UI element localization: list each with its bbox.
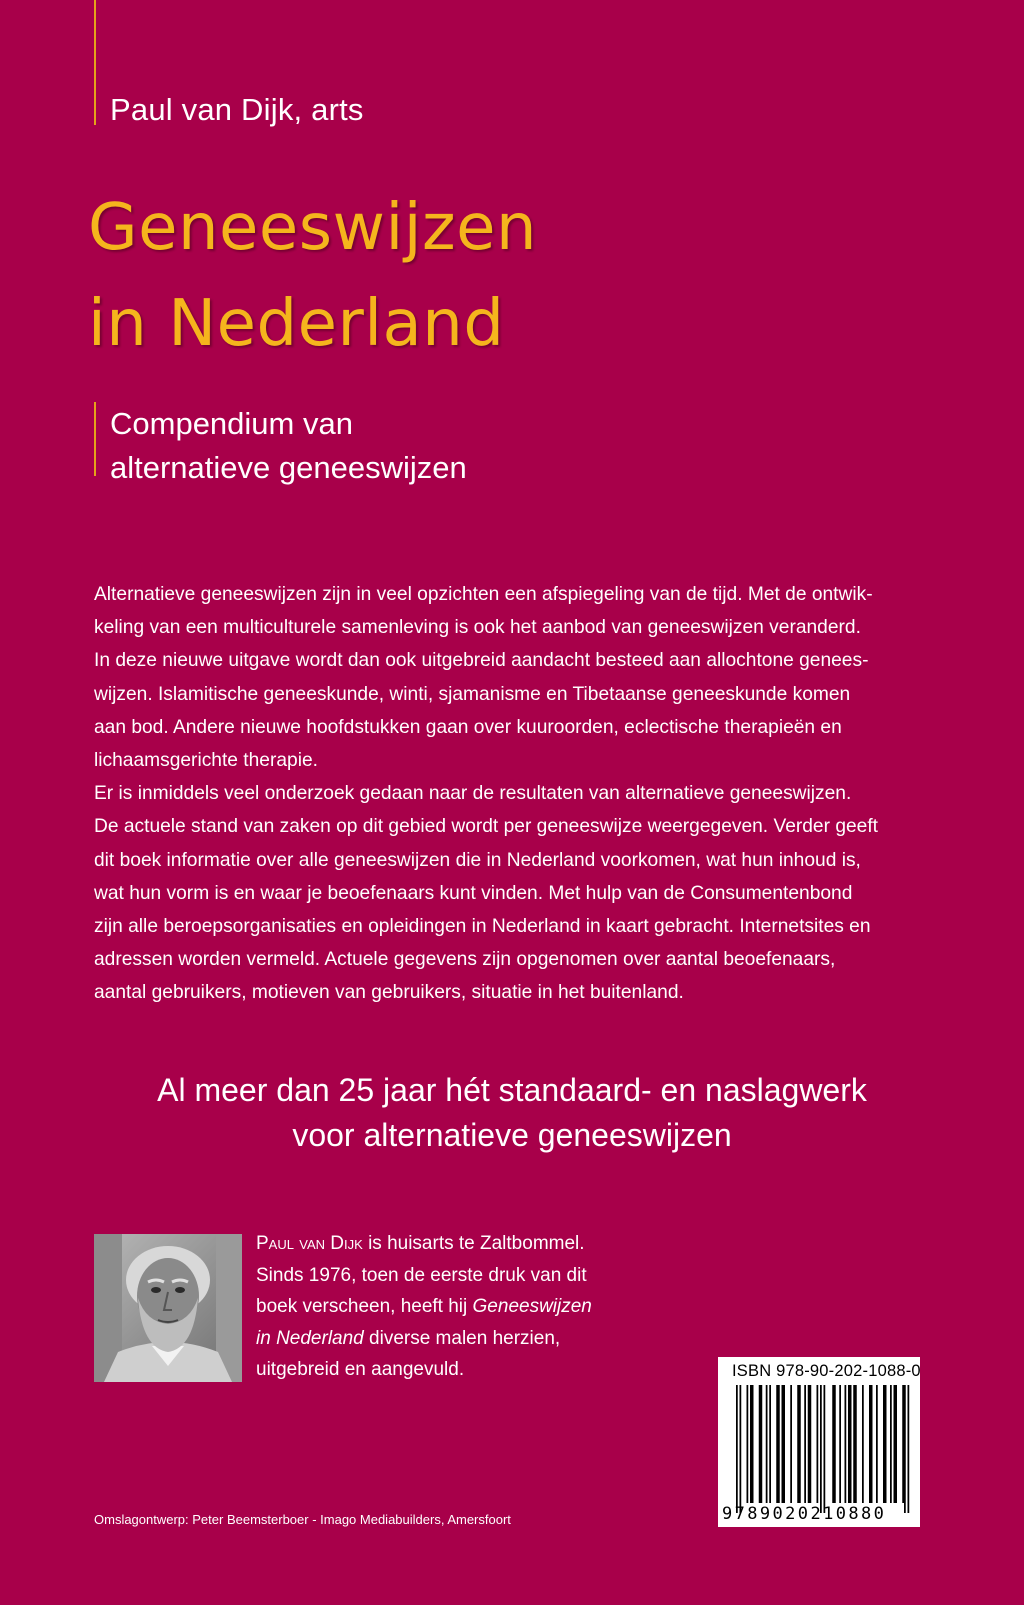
bio-line-2: Sinds 1976, toen de eerste druk van dit — [256, 1264, 587, 1286]
barcode-bar — [890, 1385, 892, 1503]
barcode-bar — [766, 1385, 768, 1503]
bio-line-3-text: boek verscheen, heeft hij — [256, 1296, 473, 1317]
barcode-icon — [718, 1357, 920, 1527]
blurb-line: adressen worden vermeld. Actuele gegevens zijn opgenomen over aantal beoefenaars, — [94, 949, 836, 971]
book-subtitle-line-1: Compendium van — [110, 406, 353, 441]
barcode-digits: 9789020210880 — [722, 1504, 887, 1524]
book-subtitle — [110, 402, 467, 490]
bio-line-4 — [256, 1323, 616, 1355]
barcode-bar — [876, 1385, 878, 1503]
bio-line-5: uitgebreid en aangevuld. — [256, 1359, 465, 1380]
barcode-bar — [782, 1385, 786, 1503]
blurb-line: keling van een multiculturele samenleving is ook het aanbod van geneeswijzen veranderd. — [94, 617, 861, 639]
barcode-bar — [750, 1385, 754, 1503]
barcode-bar — [908, 1385, 910, 1513]
bio-line-3 — [256, 1291, 616, 1323]
barcode-bar — [776, 1385, 780, 1503]
author-portrait-image — [94, 1234, 242, 1382]
author-photo — [94, 1234, 242, 1382]
blurb — [94, 578, 934, 1010]
barcode-bar — [769, 1385, 771, 1503]
blurb-line: lichaamsgerichte therapie. — [94, 750, 318, 772]
barcode-bar — [869, 1385, 873, 1503]
barcode-bar — [904, 1385, 906, 1513]
tagline — [0, 1068, 1024, 1158]
bio-line-1-text: is huisarts te Zaltbommel. — [362, 1233, 585, 1254]
barcode-bar — [820, 1385, 822, 1513]
book-subtitle-line-2: alternatieve geneeswijzen — [110, 450, 467, 485]
barcode-bar — [883, 1385, 887, 1503]
bio-author-name: Paul van Dijk — [256, 1233, 363, 1254]
barcode-bar — [848, 1385, 852, 1503]
blurb-line: zijn alle beroepsorganisaties en opleidingen in Nederland in kaart gebracht. Internetsites en — [94, 916, 871, 938]
blurb-line: wijzen. Islamitische geneeskunde, winti, sjamanisme en Tibetaanse geneeskunde komen — [94, 683, 851, 705]
barcode-bar — [862, 1385, 864, 1503]
blurb-line: aan bod. Andere nieuwe hoofdstukken gaan over kuuroorden, eclectische therapieën en — [94, 716, 842, 738]
blurb-line: De actuele stand van zaken op dit gebied wordt per geneeswijze weergegeven. Verder geeft — [94, 816, 878, 838]
barcode-bar — [894, 1385, 898, 1503]
blurb-line: In deze nieuwe uitgave wordt dan ook uitgebreid aandacht besteed aan allochtone genees- — [94, 650, 869, 672]
author-rule — [94, 0, 96, 125]
bio-line-1 — [256, 1228, 616, 1260]
barcode-bar — [839, 1385, 841, 1503]
barcode-bar — [808, 1385, 812, 1503]
barcode-bar — [790, 1385, 792, 1503]
author-name: Paul van Dijk, arts — [110, 92, 364, 127]
blurb-line: Er is inmiddels veel onderzoek gedaan naar de resultaten van alternatieve geneeswijzen. — [94, 783, 852, 805]
blurb-line: dit boek informatie over alle geneeswijzen die in Nederland voorkomen, wat hun inhoud is, — [94, 849, 861, 871]
isbn-text: ISBN 978-90-202-1088-0 — [732, 1362, 921, 1380]
cover-design-credit: Omslagontwerp: Peter Beemsterboer - Imago Mediabuilders, Amersfoort — [94, 1512, 511, 1527]
author-bio — [256, 1228, 616, 1386]
blurb-line: aantal gebruikers, motieven van gebruikers, situatie in het buitenland. — [94, 982, 684, 1004]
barcode-bar — [853, 1385, 857, 1503]
tagline-line-2: voor alternatieve geneeswijzen — [292, 1117, 732, 1153]
barcode-bar — [902, 1385, 904, 1503]
barcode-bar — [736, 1385, 738, 1513]
bio-line-4-text: diverse malen herzien, — [363, 1327, 561, 1349]
tagline-line-1: Al meer dan 25 jaar hét standaard- en naslagwerk — [157, 1072, 867, 1108]
blurb-line: wat hun vorm is en waar je beoefenaars kunt vinden. Met hulp van de Consumentenbond — [94, 882, 853, 904]
barcode-bar — [804, 1385, 806, 1503]
barcode-bar — [747, 1385, 749, 1503]
barcode-bar — [832, 1385, 836, 1503]
barcode-bar — [797, 1385, 801, 1503]
book-title-line-2: in Nederland — [88, 287, 505, 361]
barcode-bar — [817, 1385, 819, 1503]
subtitle-rule — [94, 402, 96, 476]
barcode-label — [718, 1357, 920, 1527]
bio-book-title-1: Geneeswijzen — [472, 1296, 592, 1317]
barcode-bar — [824, 1385, 826, 1513]
barcode-bar — [759, 1385, 763, 1503]
barcode-bar — [845, 1385, 847, 1503]
book-title — [88, 180, 537, 372]
barcode-bar — [740, 1385, 742, 1513]
bio-book-title-2: in Nederland — [256, 1327, 364, 1349]
book-title-line-1: Geneeswijzen — [88, 191, 538, 265]
blurb-line: Alternatieve geneeswijzen zijn in veel opzichten een afspiegeling van de tijd. Met de ontwik- — [94, 584, 873, 605]
